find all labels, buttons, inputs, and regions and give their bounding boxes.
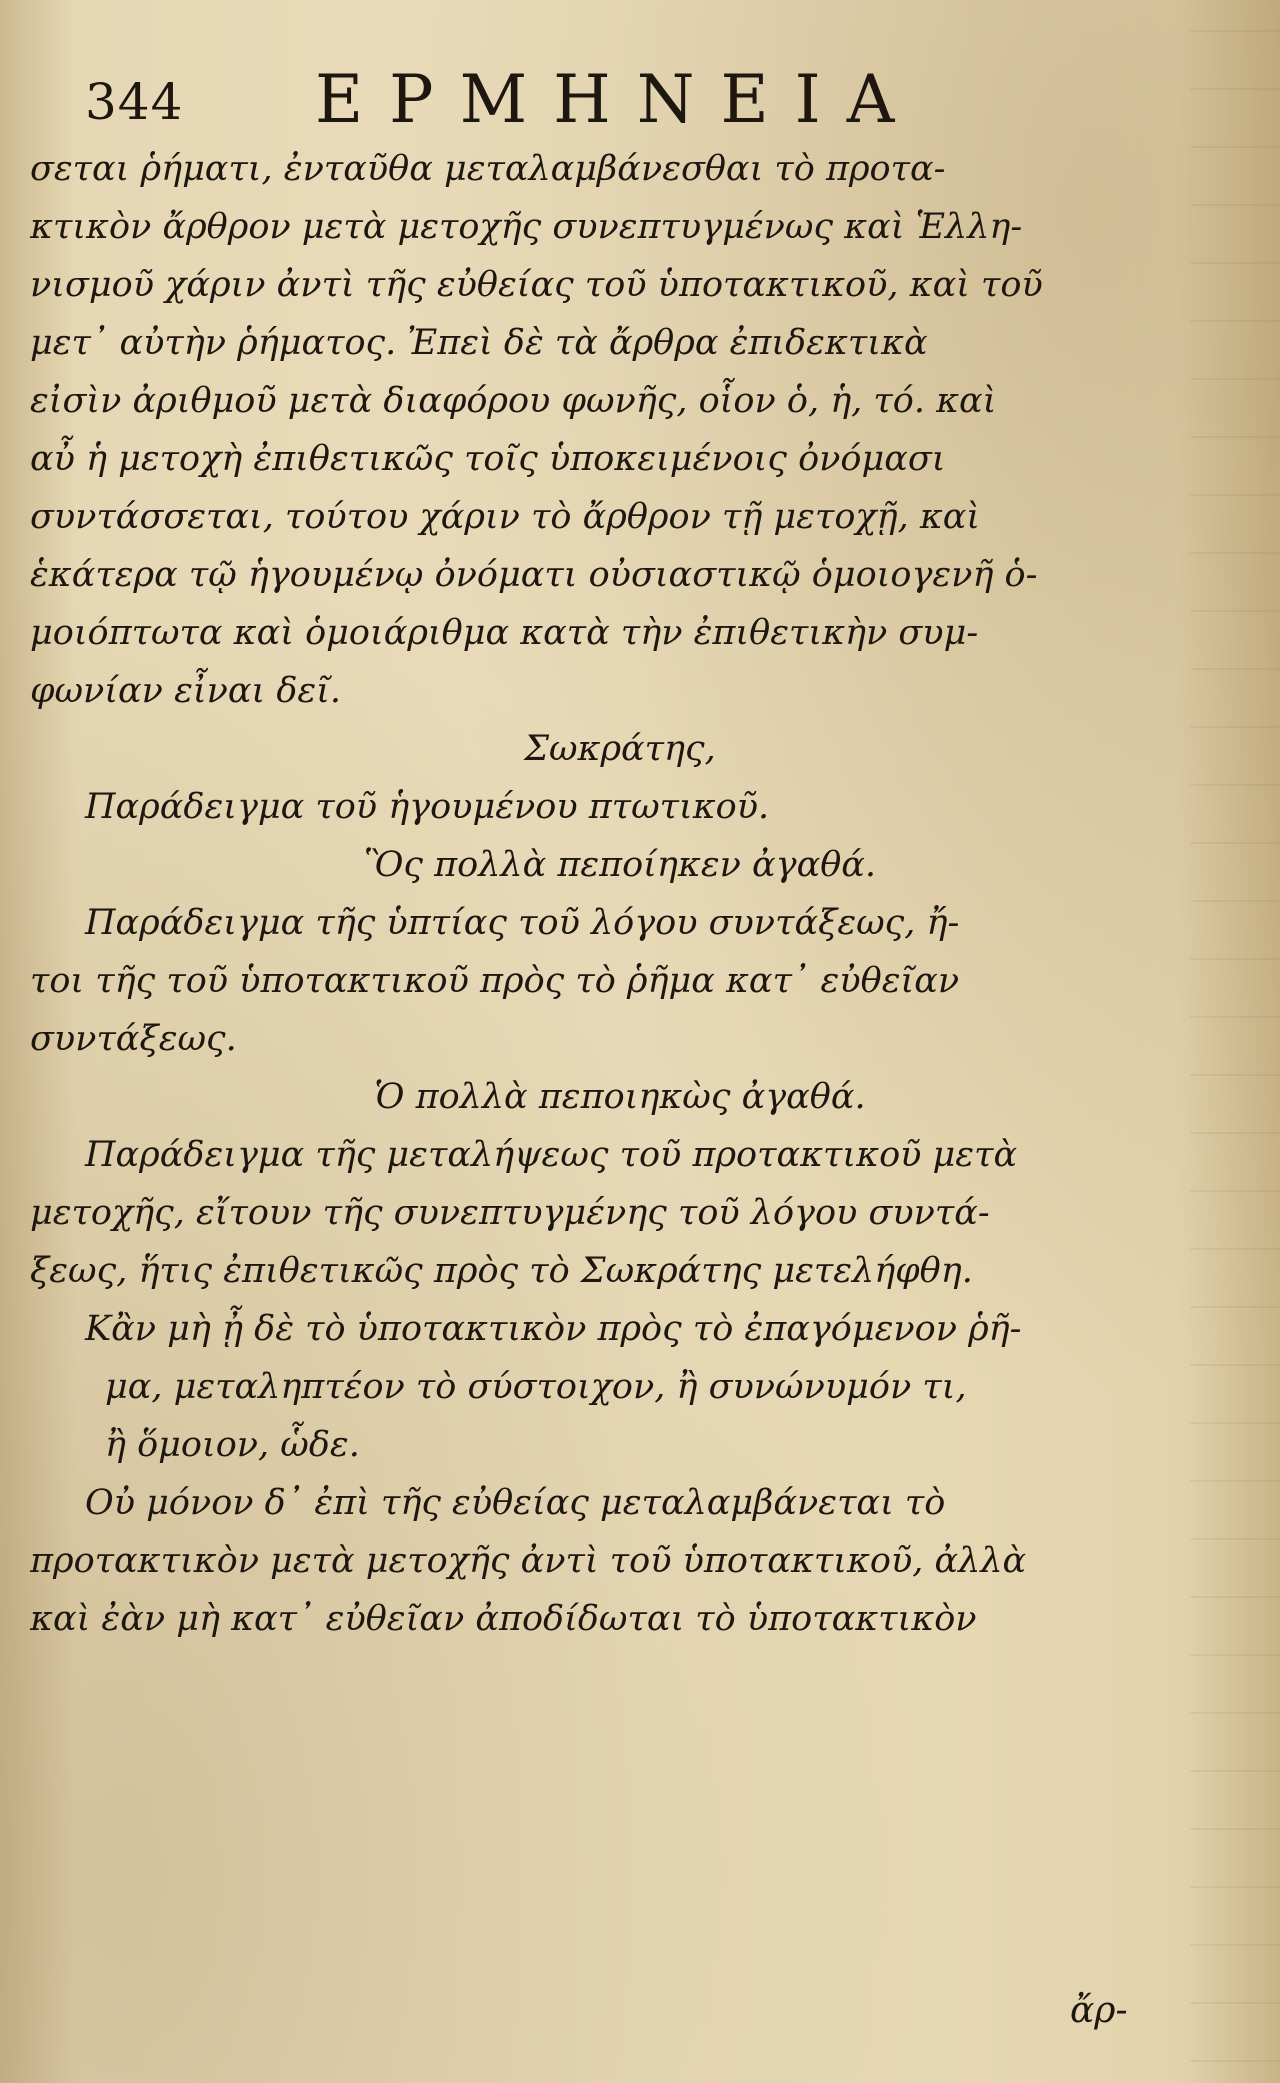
body-text [30,140,1210,1648]
page-title: ΕΡΜΗΝΕΙΑ [315,61,921,138]
text-line: νισμοῦ χάριν ἀντὶ τῆς εὐθείας τοῦ ὑποτακτικοῦ, καὶ τοῦ [30,265,1043,305]
example-sentence: Ὃς πολλὰ πεποίηκεν ἀγαθά. [363,845,877,885]
text-line: συντάξεως. [30,1019,237,1059]
text-line: σεται ῥήματι, ἐνταῦθα μεταλαμβάνεσθαι τὸ προτα- [30,149,946,189]
text-line: μοιόπτωτα καὶ ὁμοιάριθμα κατὰ τὴν ἐπιθετικὴν συμ- [30,613,979,653]
running-head [85,55,1225,145]
catchword: ἄρ- [1070,1990,1128,2031]
text-line: φωνίαν εἶναι δεῖ. [30,671,342,711]
text-line: μετοχῆς, εἴτουν τῆς συνεπτυγμένης τοῦ λόγου συντά- [30,1193,990,1233]
text-line: μα, μεταληπτέον τὸ σύστοιχον, ἢ συνώνυμόν τι, [105,1367,967,1407]
text-line: καὶ ἐὰν μὴ κατ᾽ εὐθεῖαν ἀποδίδωται τὸ ὑποτακτικὸν [30,1599,977,1639]
text-line: εἰσὶν ἀριθμοῦ μετὰ διαφόρου φωνῆς, οἷον ὁ, ἡ, τό. καὶ [30,381,997,421]
text-line: ἢ ὅμοιον, ὧδε. [105,1425,360,1465]
example-heading: Σωκράτης, [524,729,716,769]
example-sentence: Ὁ πολλὰ πεποιηκὼς ἀγαθά. [374,1077,866,1117]
paragraph-start: Κἂν μὴ ᾖ δὲ τὸ ὑποτακτικὸν πρὸς τὸ ἐπαγόμενον ῥῆ- [85,1309,1022,1349]
page-number: 344 [85,73,184,131]
example-label: Παράδειγμα τῆς μεταλήψεως τοῦ προτακτικοῦ μετὰ [85,1135,1018,1175]
example-label: Παράδειγμα τῆς ὑπτίας τοῦ λόγου συντάξεως, ἤ- [85,903,960,943]
text-line: αὖ ἡ μετοχὴ ἐπιθετικῶς τοῖς ὑποκειμένοις ὀνόμασι [30,439,946,479]
paragraph-start: Οὐ μόνον δ᾽ ἐπὶ τῆς εὐθείας μεταλαμβάνεται τὸ [85,1483,946,1523]
text-line: συντάσσεται, τούτου χάριν τὸ ἄρθρον τῇ μετοχῇ, καὶ [30,497,981,537]
text-line: προτακτικὸν μετὰ μετοχῆς ἀντὶ τοῦ ὑποτακτικοῦ, ἀλλὰ [30,1541,1027,1581]
text-line: ξεως, ἥτις ἐπιθετικῶς πρὸς τὸ Σωκράτης μετελήφθη. [30,1251,973,1291]
text-line: μετ᾽ αὐτὴν ῥήματος. Ἐπεὶ δὲ τὰ ἄρθρα ἐπιδεκτικὰ [30,323,928,363]
example-label: Παράδειγμα τοῦ ἡγουμένου πτωτικοῦ. [85,787,770,827]
text-line: ἑκάτερα τῷ ἡγουμένῳ ὀνόματι οὐσιαστικῷ ὁμοιογενῆ ὁ- [30,555,1038,595]
text-line: κτικὸν ἄρθρον μετὰ μετοχῆς συνεπτυγμένως καὶ Ἑλλη- [30,207,1023,247]
text-line: τοι τῆς τοῦ ὑποτακτικοῦ πρὸς τὸ ῥῆμα κατ᾽ εὐθεῖαν [30,961,960,1001]
